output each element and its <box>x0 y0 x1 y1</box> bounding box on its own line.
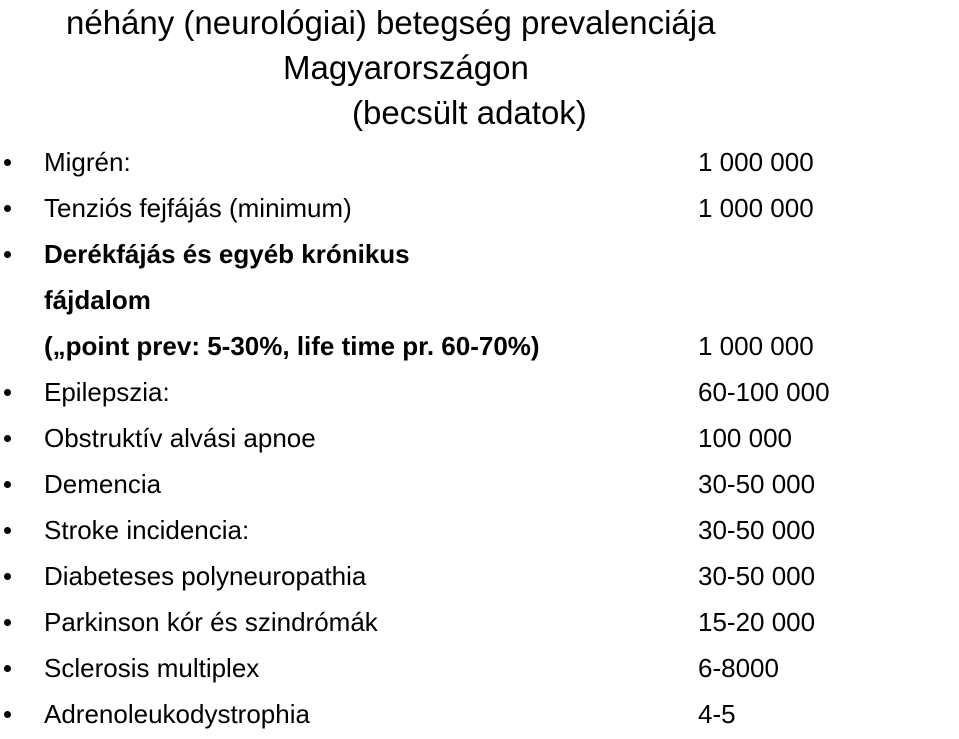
list-item-label: Sclerosis multiplex <box>44 653 260 683</box>
bullet-icon <box>4 619 11 626</box>
list-item-label: Derékfájás és egyéb krónikus <box>44 239 410 269</box>
list-item-demencia <box>0 461 959 507</box>
list-item-value: 60-100 000 <box>698 377 830 407</box>
list-item-sclerosis-multiplex <box>0 645 959 691</box>
bullet-icon <box>4 573 11 580</box>
bullet-icon <box>4 159 11 166</box>
list-item-migren <box>0 139 959 185</box>
list-item-value: 1 000 000 <box>698 331 814 361</box>
slide-title <box>0 0 959 135</box>
bullet-icon <box>4 711 11 718</box>
list-item-label: Adrenoleukodystrophia <box>44 699 310 729</box>
list-item-alvasi-apnoe <box>0 415 959 461</box>
list-item-tenzios-fejfajas <box>0 185 959 231</box>
list-item-label: Migrén: <box>44 147 131 177</box>
bullet-icon <box>4 481 11 488</box>
list-item-value: 1 000 000 <box>698 193 814 223</box>
list-item-parkinson <box>0 599 959 645</box>
bullet-icon <box>4 389 11 396</box>
list-item-value: 30-50 000 <box>698 469 816 499</box>
list-item-value: 1 000 000 <box>698 147 814 177</box>
list-item-label: Stroke incidencia: <box>44 515 250 545</box>
list-item-derekfajas <box>0 231 959 277</box>
list-item-diabeteses-polyneuropathia <box>0 553 959 599</box>
bullet-icon <box>4 435 11 442</box>
list-item-value: 100 000 <box>698 423 792 453</box>
prevalence-list <box>0 139 959 737</box>
list-item-label: fájdalom <box>44 285 151 315</box>
title-line-3: (becsült adatok) <box>352 94 587 131</box>
list-item-value: 30-50 000 <box>698 515 816 545</box>
list-item-value: 4-5 <box>698 699 736 729</box>
list-item-label: Diabeteses polyneuropathia <box>44 561 367 591</box>
list-item-value: 6-8000 <box>698 653 779 683</box>
list-item-label: Obstruktív alvási apnoe <box>44 423 316 453</box>
list-item-value: 30-50 000 <box>698 561 816 591</box>
list-item-label: („point prev: 5-30%, life time pr. 60-70%) <box>44 331 540 361</box>
bullet-icon <box>4 665 11 672</box>
bullet-icon <box>4 251 11 258</box>
list-item-value: 15-20 000 <box>698 607 816 637</box>
list-item-stroke <box>0 507 959 553</box>
title-line-2: Magyarországon <box>283 49 529 86</box>
list-item-derekfajas-continued <box>0 277 959 323</box>
bullet-icon <box>4 205 11 212</box>
list-item-label: Demencia <box>44 469 162 499</box>
list-item-adrenoleukodystrophia <box>0 691 959 737</box>
bullet-icon <box>4 527 11 534</box>
list-item-point-prevalence <box>0 323 959 369</box>
list-item-epilepszia <box>0 369 959 415</box>
list-item-label: Parkinson kór és szindrómák <box>44 607 378 637</box>
list-item-label: Epilepszia: <box>44 377 170 407</box>
title-line-1: néhány (neurológiai) betegség prevalenciája <box>66 4 716 41</box>
list-item-label: Tenziós fejfájás (minimum) <box>44 193 352 223</box>
